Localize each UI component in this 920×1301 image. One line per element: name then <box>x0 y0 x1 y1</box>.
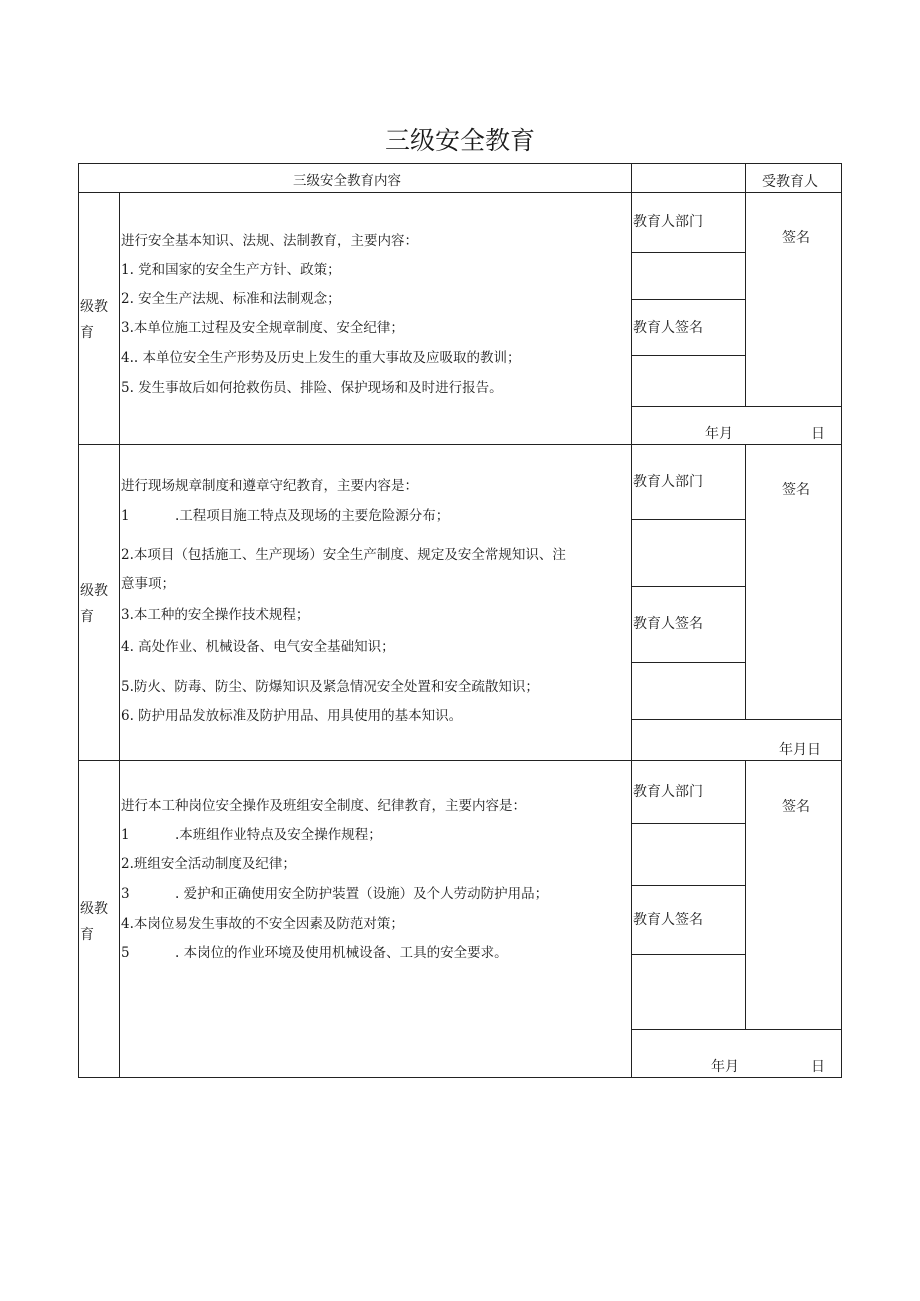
list-item: 6. 防护用品发放标准及防护用品、用具使用的基本知识。 <box>121 708 463 724</box>
list-item: . 爱护和正确使用安全防护装置（设施）及个人劳动防护用品； <box>175 886 549 902</box>
list-item: 意事项； <box>121 576 175 592</box>
section-intro: 进行安全基本知识、法规、法制教育，主要内容： <box>121 233 418 249</box>
list-item: 1. 党和国家的安全生产方针、政策； <box>121 262 341 278</box>
date-day: 日 <box>811 1059 825 1075</box>
sign-col-divider <box>745 760 746 1029</box>
section-label <box>80 896 118 948</box>
row-line <box>631 586 745 587</box>
list-item: 2.班组安全活动制度及纪律； <box>121 856 296 872</box>
list-item: 3.本单位施工过程及安全规章制度、安全纪律； <box>121 320 404 336</box>
list-item-number: 5 <box>121 945 130 961</box>
header-content: 三级安全教育内容 <box>293 173 401 189</box>
recipient-sign-label: 签名 <box>782 230 810 246</box>
educator-sign-label: 教育人签名 <box>633 616 703 632</box>
list-item: 5.防火、防毒、防尘、防爆知识及紧急情况安全处置和安全疏散知识； <box>121 679 539 695</box>
list-item: 5. 发生事故后如何抢救伤员、排险、保护现场和及时进行报告。 <box>121 380 503 396</box>
recipient-sign-label: 签名 <box>782 799 810 815</box>
list-item: 4. 高处作业、机械设备、电气安全基础知识； <box>121 639 395 655</box>
row-line <box>631 252 745 253</box>
content-col-divider <box>631 192 632 1078</box>
section-label-line: 育 <box>80 609 94 625</box>
list-item-number: 1 <box>121 508 130 524</box>
list-item: 4.. 本单位安全生产形势及历史上发生的重大事故及应吸取的教训； <box>121 350 521 366</box>
row-line <box>631 954 745 955</box>
header-col-divider <box>631 163 632 192</box>
section-label-line: 育 <box>80 325 94 341</box>
date-full: 年月日 <box>779 742 821 758</box>
section-label-line: 级教 <box>80 299 108 315</box>
list-item: . 本岗位的作业环境及使用机械设备、工具的安全要求。 <box>175 945 508 961</box>
list-item: 2. 安全生产法规、标准和法制观念； <box>121 291 341 307</box>
section-label-line: 育 <box>80 927 94 943</box>
educator-dept-label: 教育人部门 <box>633 474 703 490</box>
sign-col-divider <box>745 192 746 406</box>
date-row-line <box>631 406 842 407</box>
section-intro: 进行现场规章制度和遵章守纪教育，主要内容是： <box>121 478 418 494</box>
label-col-divider <box>119 192 120 1078</box>
educator-dept-label: 教育人部门 <box>633 784 703 800</box>
section-label <box>80 578 118 630</box>
date-row-line <box>631 719 842 720</box>
recipient-sign-label: 签名 <box>782 482 810 498</box>
section-divider <box>78 444 842 445</box>
section-divider <box>78 760 842 761</box>
sign-col-divider <box>745 444 746 720</box>
section-intro: 进行本工种岗位安全操作及班组安全制度、纪律教育，主要内容是： <box>121 798 526 814</box>
date-day: 日 <box>811 426 825 442</box>
list-item: 4.本岗位易发生事故的不安全因素及防范对策； <box>121 916 404 932</box>
educator-sign-label: 教育人签名 <box>633 912 703 928</box>
row-line <box>631 519 745 520</box>
row-line <box>631 299 745 300</box>
row-line <box>631 885 745 886</box>
section-label-line: 级教 <box>80 583 108 599</box>
header-col-divider-2 <box>745 163 746 192</box>
section-label-line: 级教 <box>80 901 108 917</box>
page-title: 三级安全教育 <box>384 126 535 155</box>
row-line <box>631 823 745 824</box>
list-item-number: 3 <box>121 886 130 902</box>
date-year-month: 年月 <box>705 426 733 442</box>
header-recipient: 受教育人 <box>762 174 818 190</box>
date-year-month: 年月 <box>711 1059 739 1075</box>
list-item: .工程项目施工特点及现场的主要危险源分布； <box>175 508 450 524</box>
row-line <box>631 355 745 356</box>
date-row-line <box>631 1029 842 1030</box>
row-line <box>631 662 745 663</box>
list-item-number: 1 <box>121 827 130 843</box>
list-item: 2.本项目（包括施工、生产现场）安全生产制度、规定及安全常规知识、注 <box>121 547 566 563</box>
list-item: 3.本工种的安全操作技术规程； <box>121 607 310 623</box>
educator-sign-label: 教育人签名 <box>633 320 703 336</box>
educator-dept-label: 教育人部门 <box>633 214 703 230</box>
header-divider <box>78 192 842 193</box>
section-label <box>80 294 118 346</box>
list-item: .本班组作业特点及安全操作规程； <box>175 827 382 843</box>
